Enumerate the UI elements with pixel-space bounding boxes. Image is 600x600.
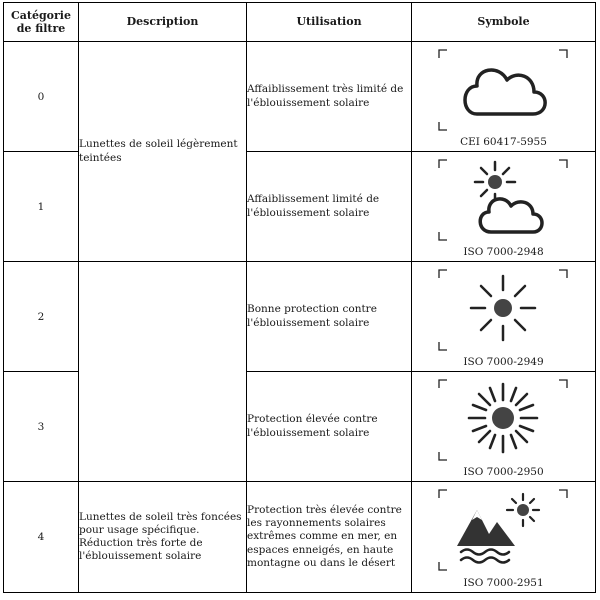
header-row bbox=[4, 3, 596, 42]
symbol-cell bbox=[412, 262, 596, 372]
header-usage: Utilisation bbox=[247, 3, 412, 42]
description-cell-dark: Lunettes de soleil très foncées pour usage spécifique. Réduction très forte de l'éblouissement solaire bbox=[79, 482, 247, 593]
description-cell-light: Lunettes de soleil légèrement teintées bbox=[79, 42, 247, 262]
cloud-icon bbox=[437, 48, 569, 132]
header-description: Description bbox=[79, 3, 247, 42]
strong-sun-icon bbox=[437, 378, 569, 462]
usage-cell: Affaiblissement très limité de l'éblouissement solaire bbox=[247, 42, 412, 152]
category-cell: 1 bbox=[4, 152, 79, 262]
symbol-code: ISO 7000-2948 bbox=[463, 246, 544, 258]
category-cell: 2 bbox=[4, 262, 79, 372]
sun-cloud-icon bbox=[437, 158, 569, 242]
table-row bbox=[4, 262, 596, 372]
table-row bbox=[4, 482, 596, 593]
mountain-sea-sun-icon bbox=[437, 488, 569, 572]
usage-cell: Protection élevée contre l'éblouissement solaire bbox=[247, 372, 412, 482]
symbol-code: CEI 60417-5955 bbox=[460, 136, 547, 148]
category-cell: 0 bbox=[4, 42, 79, 152]
usage-cell: Protection très élevée contre les rayonnements solaires extrêmes comme en mer, en espaces enneigés, en haute montagne ou dans le désert bbox=[247, 482, 412, 593]
category-cell: 4 bbox=[4, 482, 79, 593]
category-cell: 3 bbox=[4, 372, 79, 482]
sun-icon bbox=[437, 268, 569, 352]
filter-category-table bbox=[3, 2, 596, 593]
symbol-code: ISO 7000-2950 bbox=[463, 466, 544, 478]
table-row bbox=[4, 42, 596, 152]
symbol-cell bbox=[412, 152, 596, 262]
symbol-code: ISO 7000-2949 bbox=[463, 356, 544, 368]
usage-cell: Bonne protection contre l'éblouissement solaire bbox=[247, 262, 412, 372]
usage-cell: Affaiblissement limité de l'éblouissement solaire bbox=[247, 152, 412, 262]
header-symbol: Symbole bbox=[412, 3, 596, 42]
symbol-cell bbox=[412, 372, 596, 482]
description-cell-empty bbox=[79, 262, 247, 482]
symbol-code: ISO 7000-2951 bbox=[463, 577, 544, 589]
symbol-cell bbox=[412, 482, 596, 593]
header-category: Catégorie de filtre bbox=[4, 3, 79, 42]
symbol-cell bbox=[412, 42, 596, 152]
